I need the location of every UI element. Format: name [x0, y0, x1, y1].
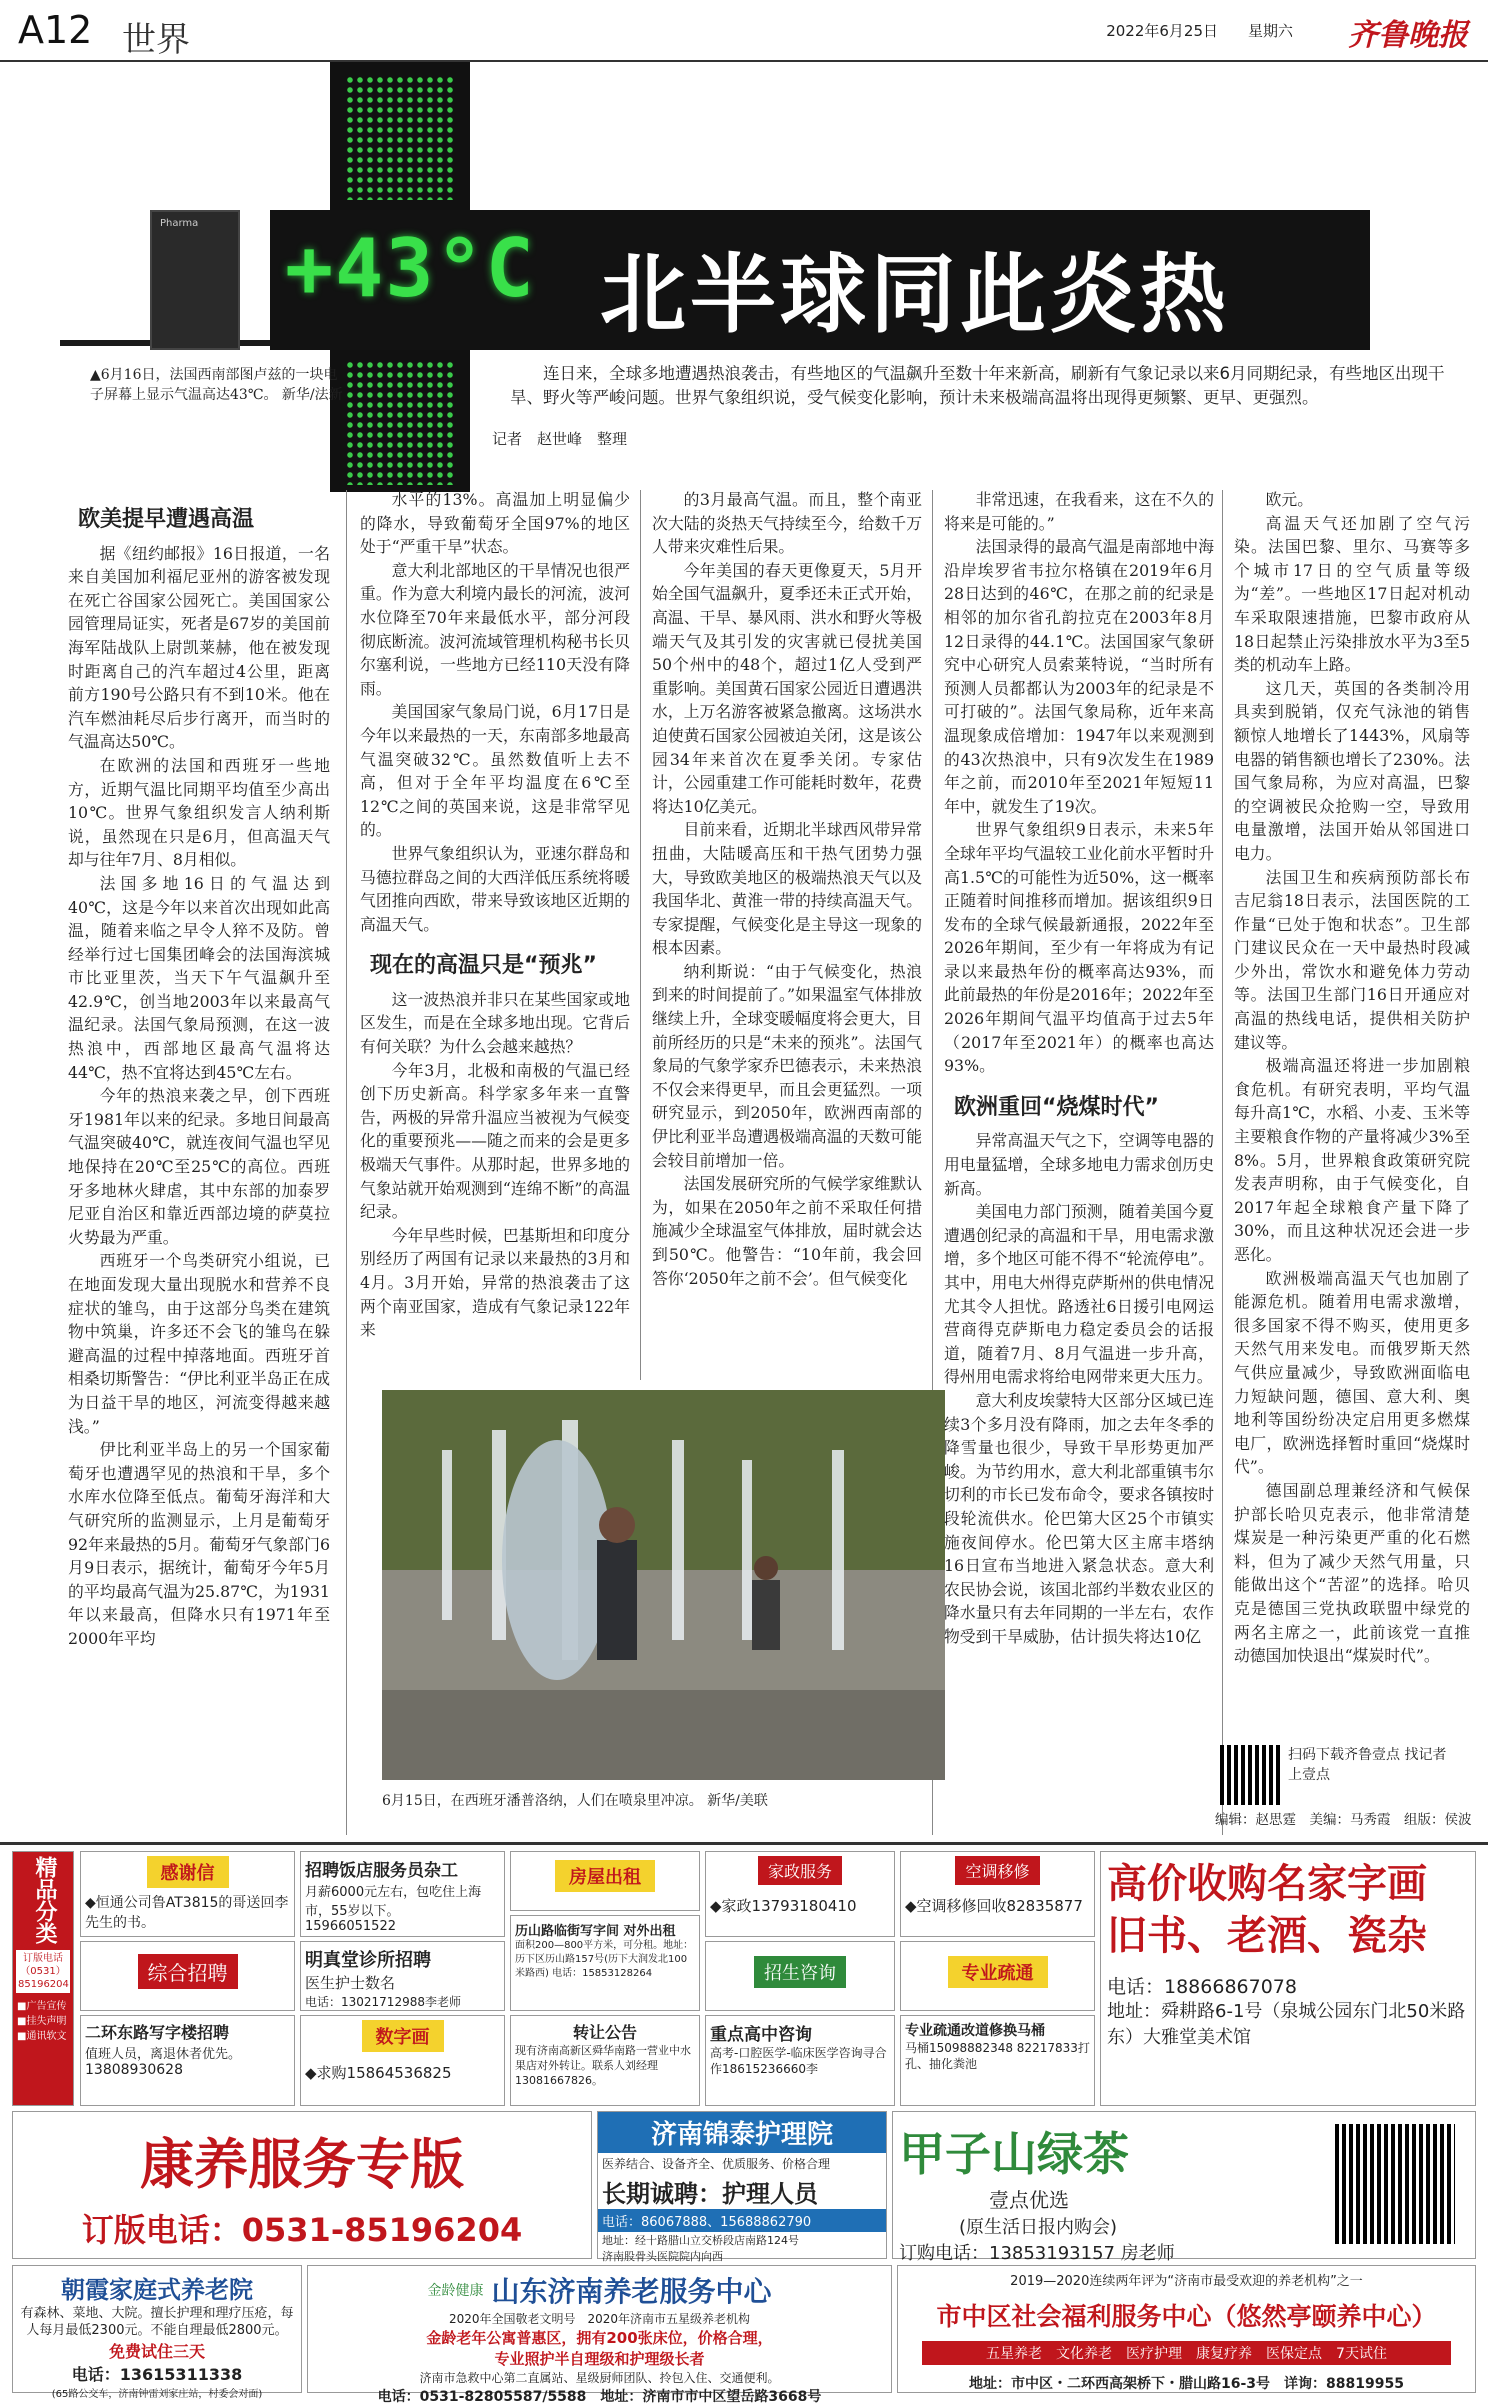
ad-thanks	[80, 1851, 295, 1937]
issue-date: 2022年6月25日	[1106, 22, 1218, 40]
classified-sidebar	[12, 1851, 74, 2106]
paragraph: 欧元。	[1265, 490, 1313, 509]
ad-highschool-consult	[705, 2015, 895, 2106]
ad-text: 医养结合、设备齐全、优质服务、价格合理	[602, 2157, 831, 2171]
ad-phone: 15966051522	[305, 1919, 396, 1934]
ad-text: 济南市急救中心第二直属站、星级厨师团队、拎包入住、交通便利。	[419, 2371, 780, 2385]
ad-text: 有森林、菜地、大院。擅长护理和理疗压疮，每人每月最低2300元。不能自理最低2800元。	[20, 2306, 294, 2338]
ad-text: 免费试住三天	[108, 2342, 205, 2361]
paragraph: 世界气象组织9日表示，未来5年全球年平均气温较工业化前水平暂时升高1.5℃的可能性为近50%，这一概率正随着时间推移而增加。据该组织9日发布的全球气候最新通报，2022年至2026年期间，至少有一年将成为有记录以来最热年份的概率高达93%，而此前最热的年份是2016年；2022年至2026年期间气温平均值高于过去5年（2017年至2021年）的概率也高达93%。	[944, 820, 1214, 1076]
fountain-photo-caption: 6月15日，在西班牙潘普洛纳，人们在喷泉里冲凉。 新华/美联	[382, 1793, 768, 1809]
ad-title: 市中区社会福利服务中心（悠然亭颐养中心）	[936, 2302, 1437, 2331]
ad-text: (原生活日报内购会)	[959, 2217, 1118, 2238]
paragraph: 这一波热浪并非只在某些国家或地区发生，而是在全球多地出现。它背后有何关联？为什么会越来越热？	[360, 989, 630, 1057]
column-5	[1234, 488, 1470, 1738]
paragraph: 极端高温还将进一步加剧粮食危机。有研究表明，平均气温每升高1℃，水稻、小麦、玉米等主要粮食作物的产量将减少3%至8%。5月，世界粮食政策研究院发表声明称，由于气候变化，自2017年起全球粮食产量下降了30%，而且这种状况还会进一步恶化。	[1234, 1056, 1470, 1264]
subhead-early-heat: 欧美提早遭遇高温	[78, 507, 255, 532]
device-brand: Pharma	[160, 218, 199, 229]
led-pixels-top	[345, 75, 455, 200]
ad-phone: 电话：0531-82805587/5588 地址：济南市市中区望岳路3668号	[377, 2389, 822, 2405]
classified-service: ■广告宣传	[17, 2001, 67, 2012]
main-headline: 北半球同此炎热	[600, 245, 1230, 345]
paragraph: 法国发展研究所的气候学家维默认为，如果在2050年之前不采取任何措施减少全球温室气体排放，届时就会达到50℃。他警告：“10年前，我会回答你‘2050年之前不会’。但气候变化	[652, 1174, 922, 1288]
subhead-coal-era: 欧洲重回“烧煤时代”	[954, 1094, 1159, 1120]
ad-title: 专业疏通改道修换马桶	[905, 2023, 1045, 2039]
issue-weekday: 星期六	[1247, 22, 1293, 40]
paragraph: 西班牙一个鸟类研究小组说，已在地面发现大量出现脱水和营养不良症状的雏鸟，由于这部分鸟类在建筑物中筑巢，许多还不会飞的雏鸟在躲避高温的过程中掉落地面。西班牙首相桑切斯警告：“伊比利亚半岛正在成为日益干旱的地区，河流变得越来越浅。”	[68, 1251, 330, 1436]
ad-text: 马桶15098882348 82217833打孔、抽化粪池	[905, 2041, 1090, 2071]
ad-tag: 房屋出租	[555, 1860, 655, 1892]
ad-brand: 金龄健康	[427, 2283, 484, 2299]
qr-promo[interactable]	[1220, 1745, 1475, 1805]
ad-ac-repair	[900, 1851, 1095, 1937]
ad-text: ◆求购15864536825	[305, 2064, 452, 2082]
ad-phone: 13808930628	[85, 2062, 183, 2078]
ad-headline: 康养服务专版	[140, 2133, 464, 2196]
ad-housekeeping	[705, 1851, 895, 1937]
ad-address: 地址：经十路腊山立交桥段店南路124号	[602, 2234, 799, 2247]
classified-service: ■通讯软文	[17, 2031, 67, 2042]
section-name: 世界	[122, 20, 190, 60]
column-4	[944, 488, 1214, 1838]
ad-drain-tag	[900, 1941, 1095, 2011]
paragraph: 德国副总理兼经济和气候保护部长哈贝克表示，他非常清楚煤炭是一种污染更严重的化石燃料，但为了减少天然气用量，只能做出这个“苦涩”的选择。哈贝克是德国三党执政联盟中绿党的两名主席之一，此前该党一直推动德国加快退出“煤炭时代”。	[1234, 1480, 1470, 1666]
column-2	[360, 488, 630, 1383]
led-pixels-bottom	[345, 360, 455, 485]
ad-text: 2019—2020连续两年评为“济南市最受欢迎的养老机构”之一	[1010, 2274, 1363, 2289]
paragraph: 这几天，英国的各类制冷用具卖到脱销，仅充气泳池的销售额惊人地增长了1443%，风扇等电器的销售额也增长了230%。法国气象局称，为应对高温，巴黎的空调被民众抢购一空，导致用电量激增，法国开始从邻国进口电力。	[1234, 678, 1470, 863]
ad-tag: 空调移修	[955, 1856, 1039, 1885]
ad-title: 重点高中咨询	[710, 2025, 812, 2045]
paragraph: 纳利斯说：“由于气候变化，热浪到来的时间提前了。”如果温室气体排放继续上升，全球变暖幅度将会更大，目前所经历的只是“未来的预兆”。法国气象局的气象学家乔巴德表示，未来热浪不仅会来得更早，而且会更猛烈。一项研究显示，到2050年，欧洲西南部的伊比利亚半岛遭遇极端高温的天数可能会较目前增加一倍。	[652, 961, 922, 1170]
temperature-display: +43°C	[285, 222, 536, 315]
ad-address: 地址：舜耕路6-1号（泉城公园东门北50米路东）大雅堂美术馆	[1107, 2001, 1466, 2048]
article-lede: 连日来，全球多地遭遇热浪袭击，有些地区的气温飙升至数十年来新高，刷新有气象记录以来6月同期纪录，有些地区出现干旱、野火等严峻问题。世界气象组织说，受气候变化影响，预计未来极端高温将出现得更频繁、更早、更强烈。	[510, 364, 1445, 407]
ad-tag: 家政服务	[758, 1856, 842, 1885]
column-divider	[640, 490, 641, 1380]
ad-text: 2020年全国敬老文明号 2020年济南市五星级养老机构	[448, 2312, 751, 2326]
paragraph: 意大利北部地区的干旱情况也很严重。作为意大利境内最长的河流，波河水位降至70年来最低水平，部分河段彻底断流。波河流域管理机构秘书长贝尔塞利说，一些地方已经110天没有降雨。	[360, 560, 630, 698]
paragraph: 在欧洲的法国和西班牙一些地方，近期气温比同期平均值至少高出10℃。世界气象组织发言人纳利斯说，虽然现在只是6月，但高温天气却与往年7月、8月相似。	[68, 755, 330, 870]
column-1	[68, 500, 330, 1840]
ad-office-rental	[510, 1915, 700, 2011]
ad-phone: 电话：13021712988李老师	[305, 1995, 461, 2009]
ad-title: 济南锦泰护理院	[598, 2112, 886, 2153]
ad-tag: 综合招聘	[138, 1954, 238, 1989]
paragraph: 世界气象组织认为，亚速尔群岛和马德拉群岛之间的大西洋低压系统将暖气团推向西欧，带来导致该地区近期的高温天气。	[360, 843, 630, 934]
page-number: A12	[18, 8, 93, 52]
ad-restaurant-hiring	[300, 1851, 505, 1937]
paragraph: 美国电力部门预测，随着美国今夏遭遇创纪录的高温和干旱，用电需求激增，多个地区可能不得不“轮流停电”。其中，用电大州得克萨斯州的供电情况尤其令人担忧。路透社6日援引电网运营商得克萨斯电力稳定委员会的话报道，随着7月、8月气温进一步升高，得州用电需求将给电网带来更大压力。	[944, 1202, 1214, 1387]
ad-title: 转让公告	[572, 2023, 637, 2042]
ad-text: 月薪6000元左右，包吃住上海市，55岁以下。	[305, 1885, 482, 1919]
paragraph: 法国卫生和疾病预防部长布吉尼翁18日表示，法国医院的工作量“已处于饱和状态”。卫生部门建议民众在一天中最热时段减少外出，常饮水和避免体力劳动等。法国卫生部门16日开通应对高温的热线电话，提供相关防护建议等。	[1234, 867, 1470, 1052]
ad-phone: 订版电话：0531-85196204	[81, 2211, 523, 2249]
paragraph: 伊比利亚半岛上的另一个国家葡萄牙也遭遇罕见的热浪和干旱，多个水库水位降至低点。葡萄牙海洋和大气研究所的监测显示，上月是葡萄牙92年来最热的5月。葡萄牙气象部门6月9日表示，据统计，葡萄牙今年5月的平均最高气温为25.87℃，为1931年以来最高，但降水只有1971年至2000年平均	[68, 1440, 330, 1648]
ad-phone: 订购电话：13853193157 房老师	[899, 2243, 1175, 2264]
ad-phone: 电话：18866867078	[1107, 1976, 1297, 1998]
ad-jintai-nursing	[597, 2111, 887, 2263]
ad-text: 医生护士数名	[305, 1974, 396, 1992]
ad-tag: 感谢信	[147, 1856, 229, 1888]
paragraph: 目前来看，近期北半球西风带异常扭曲，大陆暖高压和干热气团势力强大，导致欧美地区的极端热浪天气以及我国华北、黄淮一带的持续高温天气。专家提醒，气候变化是主导这一现象的根本因素。	[652, 820, 922, 958]
fountain-photo	[382, 1390, 945, 1780]
fountain-scene	[382, 1390, 945, 1780]
paragraph: 高温天气还加剧了空气污染。法国巴黎、里尔、马赛等多个城市17日的空气质量等级为“差”。一些地区17日起对机动车采取限速措施，巴黎市政府从18日起禁止污染排放水平为3至5类的机动车上路。	[1234, 513, 1470, 675]
ad-rental-tag	[510, 1851, 700, 1911]
ad-tag: 数字画	[362, 2020, 444, 2052]
paragraph: 欧洲极端高温天气也加剧了能源危机。随着用电需求激增，很多国家不得不购买，使用更多天然气用来发电。而俄罗斯天然气供应量减少，导致欧洲面临电力短缺问题，德国、意大利、奥地利等国纷纷决定启用更多燃煤电厂，欧洲选择暂时重回“烧煤时代”。	[1234, 1268, 1470, 1477]
hero-photo-caption: ▲6月16日，法国西南部图卢兹的一块电子屏幕上显示气温高达43℃。 新华/法新	[90, 367, 343, 403]
ad-text: 值班人员，离退休者优先。	[85, 2047, 242, 2062]
ad-title: 历山路临街写字间 对外出租	[515, 1924, 676, 1939]
paragraph: 意大利皮埃蒙特大区部分区域已连续3个多月没有降雨，加之去年冬季的降雪量也很少，导致干旱形势更加严峻。为节约用水，意大利北部重镇韦尔切利的市长已发布命令，要求各镇按时段轮流供水。伦巴第大区25个市镇实施夜间停水。伦巴第大区主席丰塔纳16日宣布当地进入紧急状态。意大利农民协会说，该国北部约半数农业区的降水量只有去年同期的一半左右，农作物受到干旱威胁，估计损失将达10亿	[944, 1390, 1214, 1646]
paragraph: 的3月最高气温。而且，整个南亚次大陆的炎热天气持续至今，给数千万人带来灾难性后果。	[652, 490, 922, 557]
ad-office-hiring	[80, 2015, 295, 2106]
ad-address: 济南股骨头医院院内向西	[602, 2250, 723, 2263]
column-3	[652, 488, 922, 1383]
paragraph: 美国国家气象局门说，6月17日是今年以来最热的一天，东南部多地最高气温突破32℃。虽然数值听上去不高，但对于全年平均温度在6℃至12℃之间的英国来说，这是非常罕见的。	[360, 702, 630, 840]
paragraph: 今年3月，北极和南极的气温已经创下历史新高。科学家多年来一直警告，两极的异常升温应当被视为气候变化的重要预兆——随之而来的会是更多极端天气事件。从那时起，世界多地的气象站就开始观测到“连绵不断”的高温纪录。	[360, 1060, 630, 1222]
ad-text: ◆家政13793180410	[710, 1897, 857, 1915]
ad-tag: 专业疏通	[948, 1956, 1048, 1988]
column-divider	[346, 490, 347, 1835]
newspaper-logo: 齐鲁晚报	[1348, 18, 1468, 53]
ad-headline: 甲子山绿茶	[899, 2127, 1129, 2181]
ad-tag: 招生咨询	[754, 1956, 846, 1988]
paragraph: 今年早些时候，巴基斯坦和印度分别经历了两国有记录以来最热的3月和4月。3月开始，异常的热浪袭击了这两个南亚国家，造成有气象记录122年来	[360, 1225, 630, 1340]
classified-service: ■挂失声明	[17, 2016, 67, 2027]
paragraph: 法国录得的最高气温是南部地中海沿岸埃罗省韦拉尔格镇在2019年6月28日达到的46℃，在那之前的纪录是相邻的加尔省孔韵拉克在2003年8月12日录得的44.1℃。法国国家气象研究中心研究人员索莱特说，“当时所有预测人员都都认为2003年的纪录是不可打破的”。法国气象局称，近年来高温现象成倍增加：1947年以来观测到的43次热浪中，只有9次发生在1989年之前，而2010年至2021年短短11年中，就发生了19次。	[944, 537, 1214, 816]
page-header	[0, 0, 1488, 62]
ad-title: 山东济南养老服务中心	[491, 2275, 772, 2308]
ad-text: 五星养老 文化养老 医疗护理 康复疗养 医保定点 7天试住	[922, 2341, 1451, 2365]
qr-code-icon[interactable]	[1335, 2124, 1455, 2244]
ad-text: 金龄老年公寓普惠区，拥有200张床位，价格合理，	[426, 2329, 773, 2347]
paragraph: 异常高温天气之下，空调等电器的用电量猛增，全球多地电力需求创历史新高。	[944, 1131, 1214, 1198]
ad-calligraphy-buyer	[1100, 1851, 1476, 2106]
ad-address: (65路公交车，济南钟雷刘家庄站，村委会对面)	[51, 2389, 263, 2400]
classified-phone-label: 订版电话	[23, 1953, 63, 1964]
paragraph: 非常迅速，在我看来，这在不久的将来是可能的。”	[944, 490, 1214, 533]
ad-welfare-center	[897, 2265, 1476, 2393]
ad-clinic-hiring	[300, 1941, 505, 2011]
column-divider	[1222, 490, 1223, 1835]
ad-jinling-center	[307, 2265, 892, 2405]
ad-text: 面积200—800平方米，可分租。地址：历下区历山路157号(历下大润发北100米路西) 电话：15853128264	[515, 1940, 694, 1979]
ad-text: 高考-口腔医学-临床医学咨询寻合作18615236660李	[710, 2046, 887, 2076]
classified-phone: （0531）85196204	[18, 1966, 69, 1990]
ad-headline: 旧书、老酒、瓷杂	[1107, 1913, 1427, 1959]
ad-title: 招聘饭店服务员杂工	[305, 1861, 458, 1881]
ad-address: 地址：市中区・二环西高架桥下・腊山路16-3号 详询：88819955	[969, 2376, 1404, 2392]
ad-text: ◆空调移修回收82835877	[905, 1897, 1083, 1915]
qr-code-icon[interactable]	[1220, 1745, 1280, 1805]
device-box	[150, 210, 240, 350]
ad-text: 长期诚聘：护理人员	[602, 2180, 818, 2208]
paragraph: 水平的13%。高温加上明显偏少的降水，导致葡萄牙全国97%的地区处于“严重干旱”状态。	[360, 490, 630, 557]
ad-text: ◆恒通公司鲁AT3815的哥送回李先生的书。	[85, 1895, 289, 1931]
subhead-omen: 现在的高温只是“预兆”	[370, 953, 597, 979]
classified-label: 精品分类	[32, 1856, 57, 1944]
ad-phone: 电话：13615311338	[71, 2365, 243, 2384]
paragraph: 今年的热浪来袭之早，创下西班牙1981年以来的纪录。多地日间最高气温突破40℃，就连夜间气温也罕见地保持在20℃至25℃的高位。西班牙多地林火肆虐，其中东部的加泰罗尼亚自治区和靠近西部边境的萨莫拉火势最为严重。	[68, 1086, 330, 1247]
ad-painting-buyer	[300, 2015, 505, 2106]
ad-text: 专业照护半自理级和护理级长者	[494, 2350, 705, 2368]
ad-headline: 高价收购名家字画	[1107, 1861, 1427, 1907]
ad-text: 壹点优选	[989, 2188, 1069, 2212]
editor-credits: 编辑：赵思霆 美编：马秀霞 组版：侯波	[1215, 1812, 1472, 1828]
paragraph: 据《纽约邮报》16日报道，一名来自美国加利福尼亚州的游客被发现在死亡谷国家公园死亡。美国国家公园管理局证实，死者是67岁的美国前海军陆战队上尉凯莱赫，他在被发现时距离自己的汽车超过4公里，距离前方190号公路只有不到10米。他在汽车燃油耗尽后步行离开，而当时的气温高达50℃。	[68, 543, 330, 752]
ad-text: 现有济南高新区舜华南路一营业中水果店对外转让。联系人刘经理13081667826。	[515, 2044, 691, 2087]
ad-jiazi-tea	[892, 2111, 1476, 2264]
paragraph: 法国多地16日的气温达到40℃，这是今年以来首次出现如此高温，随着来临之早令人猝不及防。曾经举行过七国集团峰会的法国海滨城市比亚里茨，当天下午气温飙升至42.9℃，创当地2003年以来最高气温纪录。法国气象局预测，在这一波热浪中，西部地区最高气温将达44℃，热不宜将达到45℃左右。	[68, 873, 330, 1082]
ad-transfer-notice	[510, 2015, 700, 2106]
ad-eldercare-section	[12, 2111, 592, 2259]
ad-title: 朝霞家庭式养老院	[61, 2276, 253, 2304]
ads-section	[0, 1842, 1488, 2405]
ad-general-hiring	[80, 1941, 295, 2011]
paragraph: 今年美国的春天更像夏天，5月开始全国气温飙升，夏季还未正式开始，高温、干旱、暴风雨、洪水和野火等极端天气及其引发的灾害就已侵扰美国50个州中的48个，超过1亿人受到严重影响。美国黄石国家公园近日遭遇洪水，上万名游客被紧急撤离。这场洪水迫使黄石国家公园被迫关闭，这是该公园34年来首次在夏季关闭。专家估计，公园重建工作可能耗时数年，花费将达10亿美元。	[652, 560, 922, 816]
byline: 记者 赵世峰 整理	[492, 430, 628, 448]
qr-promo-text: 扫码下载齐鲁壹点 找记者 上壹点	[1288, 1747, 1447, 1783]
ad-phone: 电话：86067888、15688862790	[598, 2209, 886, 2232]
ad-zhaoxia-home	[12, 2265, 302, 2400]
ad-title: 二环东路写字楼招聘	[85, 2023, 230, 2042]
ad-drain-service	[900, 2015, 1095, 2106]
ad-enrollment	[705, 1941, 895, 2011]
ad-title: 明真堂诊所招聘	[305, 1950, 431, 1971]
